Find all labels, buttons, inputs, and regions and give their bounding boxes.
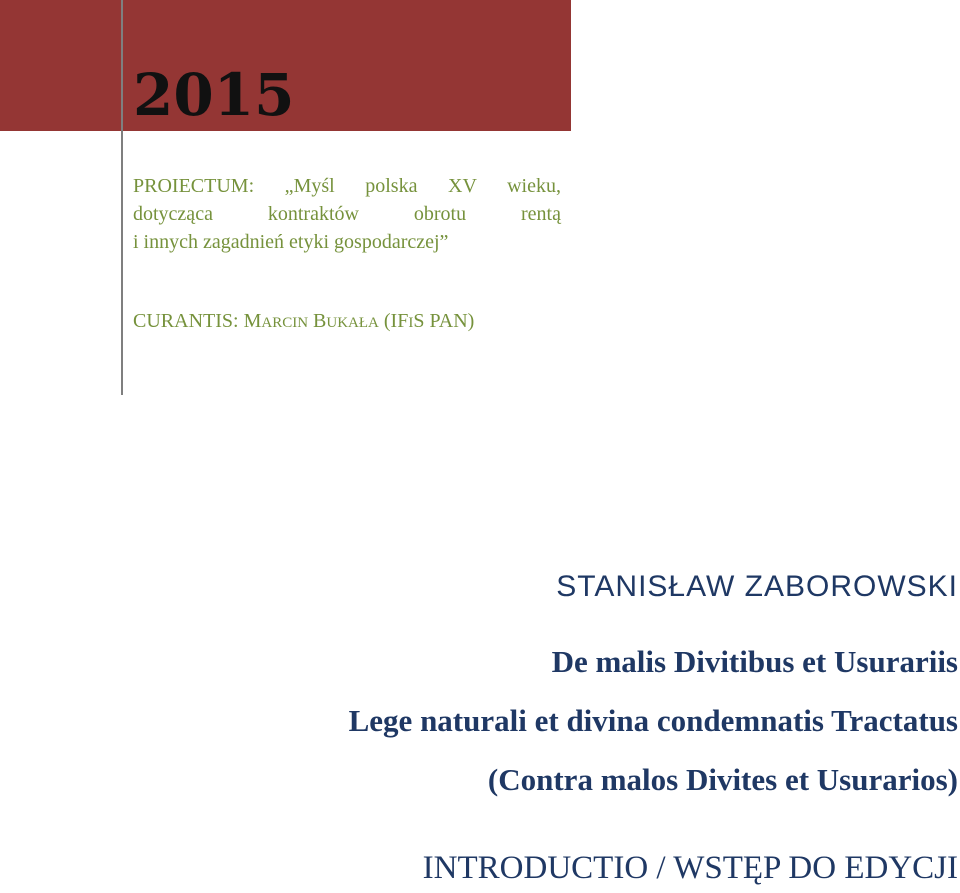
curantis-line bbox=[133, 307, 474, 337]
editor-institution: (IFIS PAN) bbox=[383, 310, 475, 332]
curantis-label: CURANTIS: bbox=[133, 310, 239, 332]
section-heading: INTRODUCTIO / WSTĘP DO EDYCJI bbox=[422, 850, 958, 886]
book-title-line-1: De malis Divitibus et Usurariis bbox=[551, 644, 958, 679]
vertical-divider bbox=[121, 0, 123, 395]
book-title-line-3: (Contra malos Divites et Usurarios) bbox=[487, 762, 958, 797]
project-line-2: dotycząca kontraktów obrotu rentą bbox=[133, 203, 561, 225]
project-line-1: PROIECTUM: „Myśl polska XV wieku, bbox=[133, 175, 561, 197]
author-name: STANISŁAW ZABOROWSKI bbox=[556, 570, 958, 603]
year-heading: 2015 bbox=[133, 61, 295, 129]
project-line-3: i innych zagadnień etyki gospodarczej” bbox=[133, 231, 449, 253]
editor-name: MARCIN BUKAŁA bbox=[243, 310, 379, 332]
book-title-line-2: Lege naturali et divina condemnatis Tractatus bbox=[348, 703, 958, 738]
project-description bbox=[133, 172, 561, 256]
